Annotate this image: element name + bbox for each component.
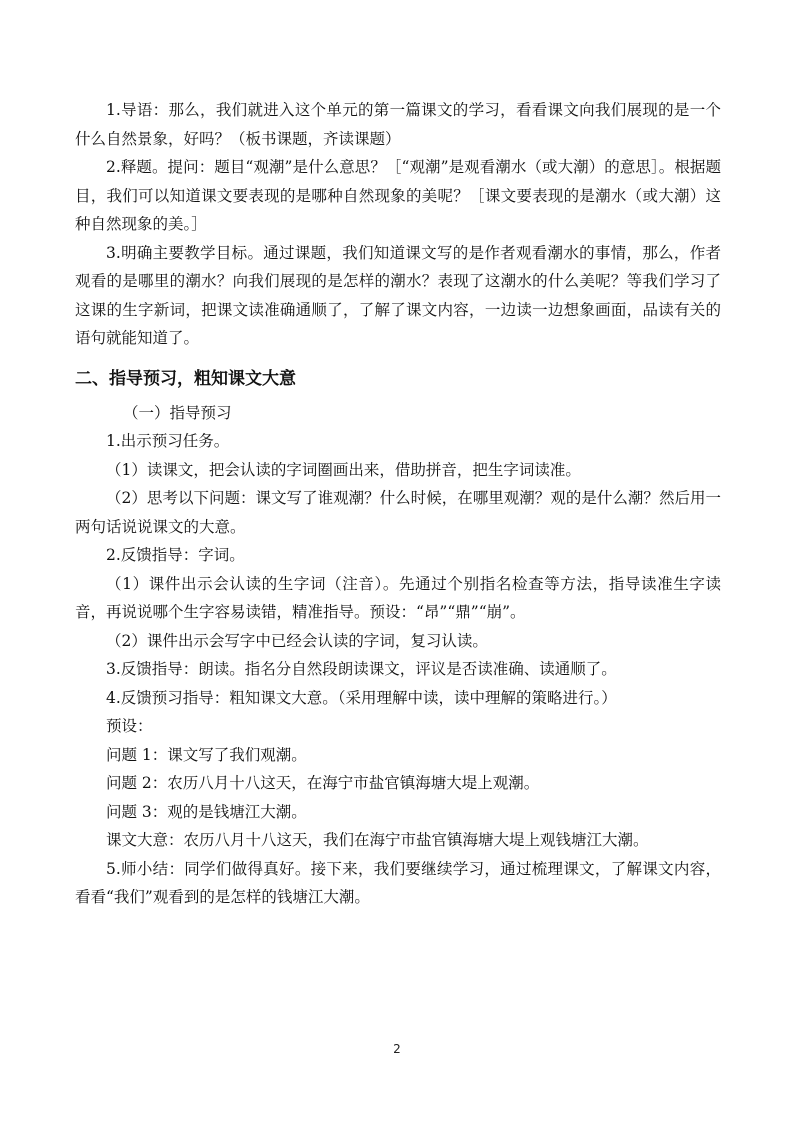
paragraph-task-2: （2）思考以下问题：课文写了谁观潮？什么时候，在哪里观潮？观的是什么潮？然后用一两句话说说课文的大意。 [75,489,721,536]
paragraph-question-1: 问题 1：课文写了我们观潮。 [106,745,307,764]
paragraph-teacher-summary: 5.师小结：同学们做得真好。接下来，我们要继续学习，通过梳理课文，了解课文内容，看看“我们”观看到的是怎样的钱塘江大潮。 [75,859,721,906]
paragraph-words-2: （2）课件出示会写字中已经会认读的字词，复习认读。 [106,631,488,650]
paragraph-feedback-meaning: 4.反馈预习指导：粗知课文大意。（采用理解中读，读中理解的策略进行。） [106,688,617,707]
paragraph-explain-title: 2.释题。提问：题目“观潮”是什么意思？［“观潮”是观看潮水（或大潮）的意思］。根据题目，我们可以知道课文要表现的是哪种自然现象的美呢？［课文要表现的是潮水（或大潮）这种自然现象的美。］ [75,158,721,233]
document-page [75,96,721,912]
paragraph-summary: 课文大意：农历八月十八这天，我们在海宁市盐官镇海塘大堤上观钱塘江大潮。 [106,831,649,849]
paragraph-question-2: 问题 2：农历八月十八这天，在海宁市盐官镇海塘大堤上观潮。 [106,774,540,792]
paragraph-task-1: （1）读课文，把会认读的字词圈画出来，借助拼音，把生字词读准。 [106,460,581,479]
subheading-preview: （一）指导预习 [123,403,232,422]
paragraph-intro: 1.导语：那么，我们就进入这个单元的第一篇课文的学习，看看课文向我们展现的是一个什么自然景象，好吗？（板书课题，齐读课题） [75,101,721,148]
paragraph-words-1: （1）课件出示会认读的生字词（注音）。先通过个别指名检查等方法，指导读准生字读音，再说说哪个生字容易读错，精准指导。预设：“昂”“鼎”“崩”。 [75,574,721,621]
paragraph-preset: 预设： [106,717,153,735]
page-number: 2 [393,1042,401,1056]
paragraph-objectives: 3.明确主要教学目标。通过课题，我们知道课文写的是作者观看潮水的事情，那么，作者观看的是哪里的潮水？向我们展现的是怎样的潮水？表现了这潮水的什么美呢？等我们学习了这课的生字新词，把课文读准确通顺了，了解了课文内容，一边读一边想象画面，品读有关的语句就能知道了。 [75,243,721,347]
paragraph-question-3: 问题 3：观的是钱塘江大潮。 [106,802,307,821]
paragraph-feedback-reading: 3.反馈指导：朗读。指名分自然段朗读课文，评议是否读准确、读通顺了。 [106,660,617,678]
section-heading: 二、指导预习，粗知课文大意 [75,368,296,389]
paragraph-task: 1.出示预习任务。 [106,432,230,450]
paragraph-feedback-words: 2.反馈指导：字词。 [106,546,245,564]
